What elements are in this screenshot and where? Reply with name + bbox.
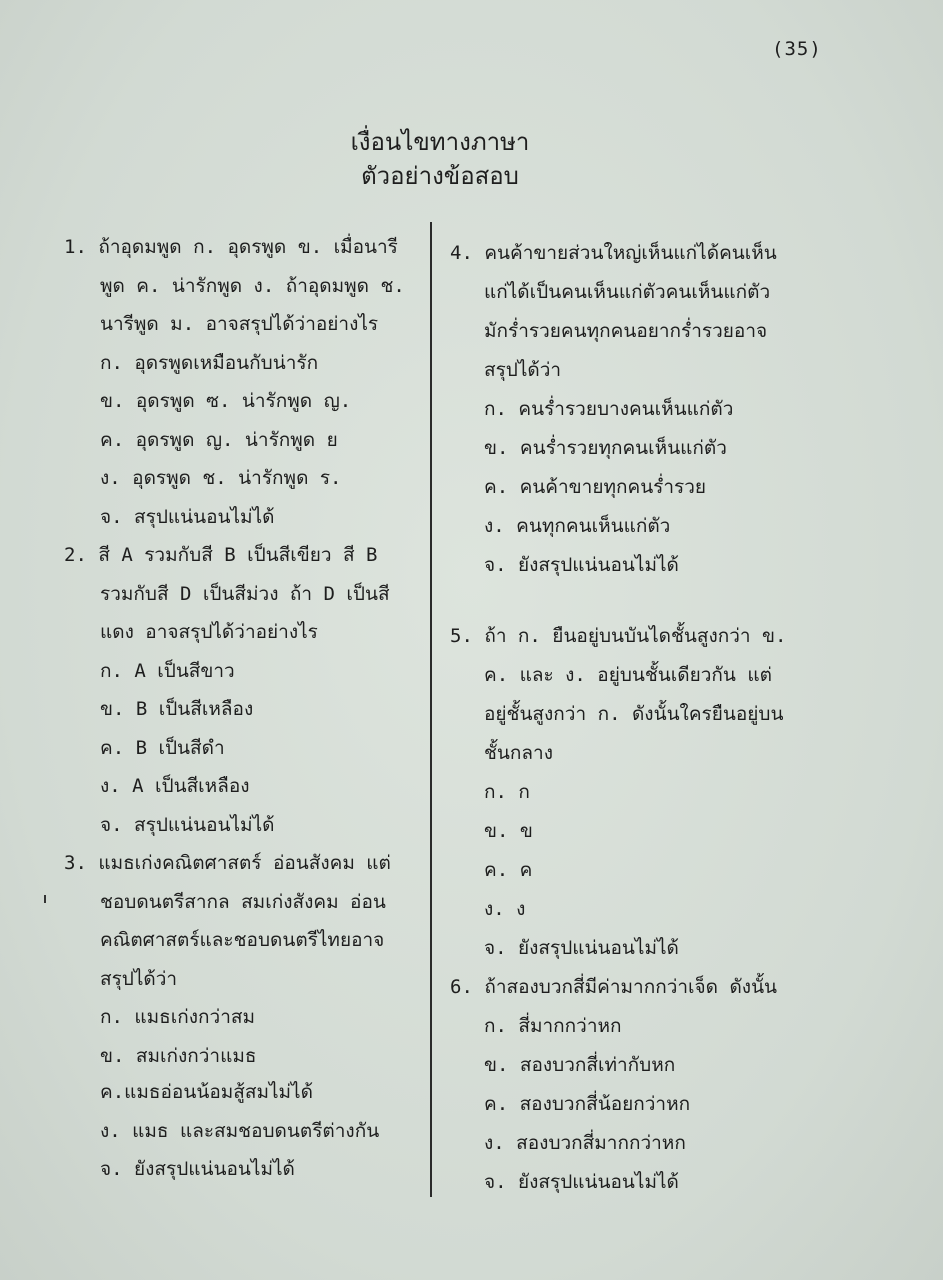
page-subtitle: ตัวอย่างข้อสอบ (361, 162, 519, 190)
answer-option: ค. B เป็นสีดำ (100, 736, 225, 759)
question-line: 3. แมธเก่งคณิตศาสตร์ อ่อนสังคม แต่ (64, 852, 391, 874)
column-divider (430, 222, 432, 1197)
question-continuation: มักร่ำรวยคนทุกคนอยากร่ำรวยอาจ (484, 320, 768, 342)
answer-option: จ. ยังสรุปแน่นอนไม่ได้ (484, 554, 679, 576)
question-continuation: พูด ค. น่ารักพูด ง. ถ้าอุดมพูด ช. (100, 274, 405, 297)
answer-option: ค. สองบวกสี่น้อยกว่าหก (484, 1093, 691, 1115)
answer-option: ง. สองบวกสี่มากกว่าหก (484, 1132, 686, 1154)
answer-option: จ. สรุปแน่นอนไม่ได้ (100, 505, 275, 528)
answer-option: จ. ยังสรุปแน่นอนไม่ได้ (484, 937, 679, 959)
answer-option: ค. อุดรพูด ญ. น่ารักพูด ย (100, 428, 338, 451)
question-line: 1. ถ้าอุดมพูด ก. อุดรพูด ข. เมื่อนารี (64, 236, 398, 258)
question-line: 5. ถ้า ก. ยืนอยู่บนบันไดชั้นสูงกว่า ข. (450, 625, 787, 647)
ink-mark (44, 895, 46, 903)
answer-option: ง. คนทุกคนเห็นแก่ตัว (484, 515, 671, 537)
page-number: (35) (772, 38, 822, 60)
answer-option: จ. ยังสรุปแน่นอนไม่ได้ (100, 1158, 295, 1180)
answer-option: ก. คนร่ำรวยบางคนเห็นแก่ตัว (484, 398, 734, 420)
answer-option: ค. คนค้าขายทุกคนร่ำรวย (484, 476, 707, 498)
answer-option: ค.แมธอ่อนน้อมสู้สมไม่ได้ (100, 1081, 313, 1103)
answer-option: ข. สองบวกสี่เท่ากับหก (484, 1054, 676, 1076)
answer-option: จ. ยังสรุปแน่นอนไม่ได้ (484, 1171, 679, 1193)
question-line: 6. ถ้าสองบวกสี่มีค่ามากกว่าเจ็ด ดังนั้น (450, 976, 778, 998)
question-continuation: อยู่ชั้นสูงกว่า ก. ดังนั้นใครยืนอยู่บน (484, 703, 784, 725)
question-continuation: แก่ได้เป็นคนเห็นแก่ตัวคนเห็นแก่ตัว (484, 281, 771, 303)
answer-option: ง. A เป็นสีเหลือง (100, 775, 250, 797)
question-line: 2. สี A รวมกับสี B เป็นสีเขียว สี B (64, 544, 378, 566)
answer-option: ค. ค (484, 859, 533, 881)
answer-option: ก. อุดรพูดเหมือนกับน่ารัก (100, 351, 319, 374)
answer-option: ง. แมธ และสมชอบดนตรีต่างกัน (100, 1119, 380, 1142)
answer-option: ข. คนร่ำรวยทุกคนเห็นแก่ตัว (484, 437, 727, 459)
question-continuation: คณิตศาสตร์และชอบดนตรีไทยอาจ (100, 929, 385, 951)
answer-option: ง. ง (484, 898, 526, 920)
answer-option: ข. สมเก่งกว่าแมธ (100, 1044, 257, 1067)
answer-option: ข. ข (484, 820, 533, 842)
question-continuation: แดง อาจสรุปได้ว่าอย่างไร (100, 621, 318, 643)
page-title: เงื่อนไขทางภาษา (350, 128, 530, 156)
answer-option: ก. A เป็นสีขาว (100, 659, 235, 682)
answer-option: ข. B เป็นสีเหลือง (100, 698, 254, 720)
answer-option: ก. ก (484, 781, 530, 803)
answer-option: ข. อุดรพูด ซ. น่ารักพูด ญ. (100, 390, 352, 412)
question-line: 4. คนค้าขายส่วนใหญ่เห็นแก่ได้คนเห็น (450, 242, 777, 264)
answer-option: ง. อุดรพูด ช. น่ารักพูด ร. (100, 467, 342, 489)
answer-option: ก. สี่มากกว่าหก (484, 1015, 622, 1037)
question-continuation: ชั้นกลาง (484, 742, 553, 764)
question-continuation: สรุปได้ว่า (484, 359, 562, 381)
answer-option: จ. สรุปแน่นอนไม่ได้ (100, 813, 275, 836)
question-continuation: ชอบดนตรีสากล สมเก่งสังคม อ่อน (100, 890, 386, 913)
question-continuation: รวมกับสี D เป็นสีม่วง ถ้า D เป็นสี (100, 582, 390, 605)
question-continuation: สรุปได้ว่า (100, 967, 178, 990)
question-continuation: นารีพูด ม. อาจสรุปได้ว่าอย่างไร (100, 313, 379, 335)
answer-option: ก. แมธเก่งกว่าสม (100, 1006, 255, 1028)
answer-option: ค. และ ง. อยู่บนชั้นเดียวกัน แต่ (484, 664, 772, 686)
